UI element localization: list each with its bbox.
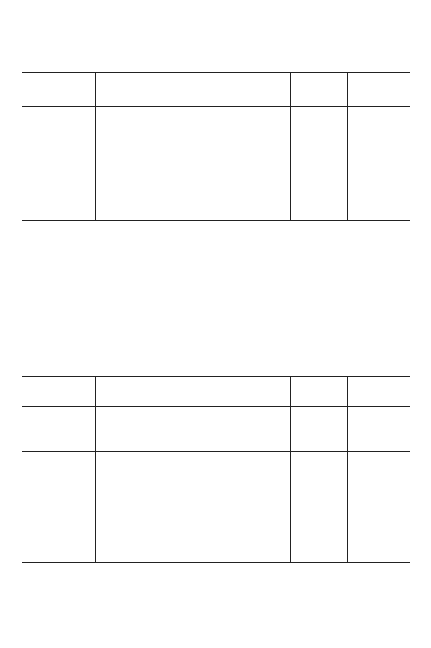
code-column [291, 112, 347, 122]
application-column [348, 112, 410, 122]
